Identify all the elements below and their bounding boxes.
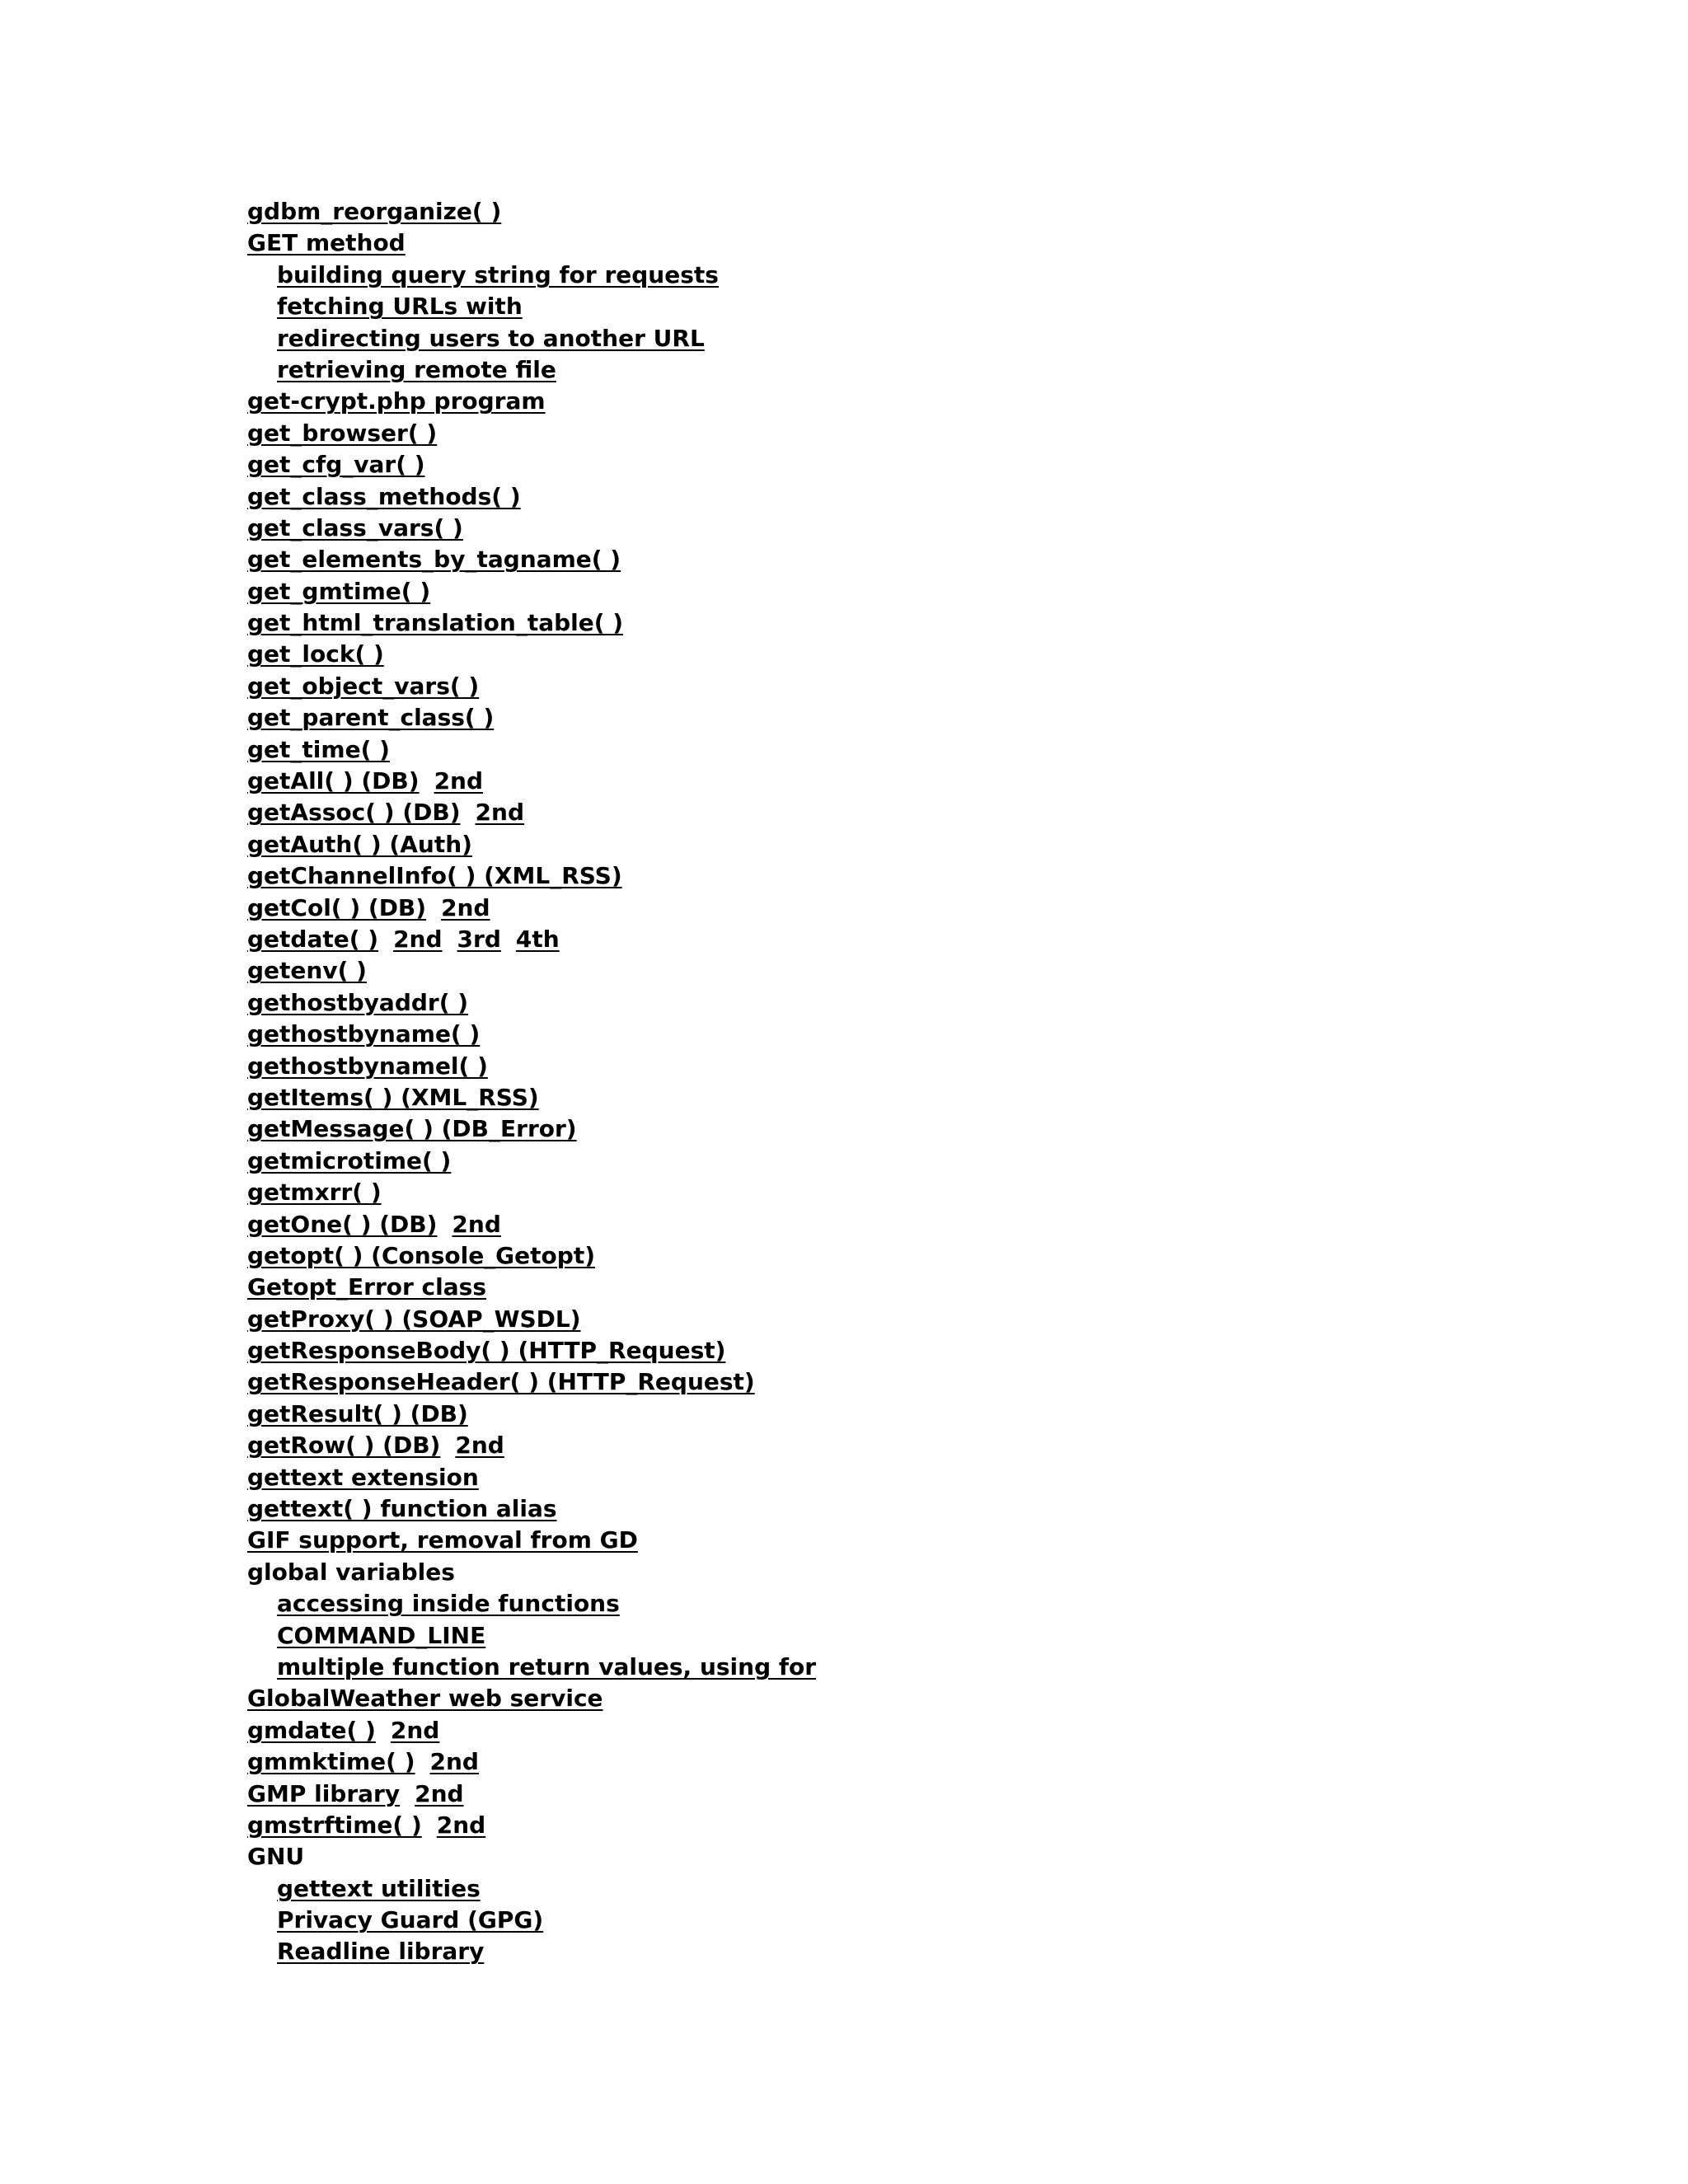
index-term-link[interactable]: get-crypt.php program: [247, 387, 546, 415]
index-subentry: [247, 1620, 816, 1652]
index-entry: [247, 797, 816, 828]
index-ref-link[interactable]: 2nd: [434, 767, 484, 795]
index-term-link[interactable]: getRow( ) (DB): [247, 1432, 441, 1460]
index-term-link[interactable]: accessing inside functions: [277, 1590, 620, 1618]
index-ref-link[interactable]: 2nd: [441, 893, 490, 921]
index-entry: [247, 1462, 816, 1493]
index-term-link[interactable]: getOne( ) (DB): [247, 1210, 438, 1238]
index-term-link[interactable]: get_browser( ): [247, 419, 438, 447]
index-ref-link[interactable]: 2nd: [393, 925, 443, 953]
index-entry: [247, 1841, 816, 1872]
index-entry: [247, 829, 816, 860]
index-ref-link[interactable]: 2nd: [415, 1779, 464, 1807]
index-entry: [247, 227, 816, 259]
index-entry: [247, 1113, 816, 1145]
index-term-link[interactable]: get_elements_by_tagname( ): [247, 546, 621, 574]
index-term-link[interactable]: gettext extension: [247, 1463, 479, 1491]
index-term-link[interactable]: getItems( ) (XML_RSS): [247, 1083, 539, 1111]
index-term-link[interactable]: gmstrftime( ): [247, 1811, 422, 1839]
index-term-link[interactable]: building query string for requests: [277, 260, 719, 288]
index-term-link[interactable]: getAll( ) (DB): [247, 767, 420, 795]
index-term-link[interactable]: gethostbynamel( ): [247, 1052, 488, 1080]
index-term-link[interactable]: get_lock( ): [247, 640, 384, 668]
index-term-link[interactable]: gettext( ) function alias: [247, 1495, 557, 1523]
index-entry: [247, 860, 816, 892]
index-entry: [247, 1715, 816, 1746]
index-term-link[interactable]: get_gmtime( ): [247, 577, 431, 605]
index-entry: [247, 386, 816, 417]
index-term-heading: global variables: [247, 1558, 455, 1586]
index-entry: [247, 418, 816, 449]
index-term-link[interactable]: gethostbyaddr( ): [247, 988, 469, 1016]
index-entry: [247, 639, 816, 670]
index-entry: [247, 1525, 816, 1556]
index-term-link[interactable]: COMMAND_LINE: [277, 1621, 486, 1649]
index-entry: [247, 544, 816, 575]
index-term-link[interactable]: get_time( ): [247, 735, 390, 763]
index-term-link[interactable]: fetching URLs with: [277, 293, 523, 321]
index-entry: [247, 513, 816, 544]
index-term-link[interactable]: getResponseBody( ) (HTTP_Request): [247, 1337, 726, 1365]
index-entry: [247, 1810, 816, 1841]
index-ref-link[interactable]: 3rd: [457, 925, 501, 953]
index-term-link[interactable]: get_parent_class( ): [247, 704, 495, 732]
index-term-link[interactable]: get_class_vars( ): [247, 513, 463, 541]
index-subentry: [247, 1936, 816, 1967]
index-subentry: [247, 1652, 816, 1683]
index-ref-link[interactable]: 2nd: [390, 1716, 440, 1744]
index-term-link[interactable]: get_cfg_var( ): [247, 451, 425, 479]
index-entry: [247, 893, 816, 924]
index-entry: [247, 1746, 816, 1778]
index-subentry: [247, 291, 816, 322]
index-ref-link[interactable]: 4th: [515, 925, 560, 953]
index-term-link[interactable]: GET method: [247, 229, 406, 257]
index-term-link[interactable]: multiple function return values, using for: [277, 1652, 817, 1680]
index-term-link[interactable]: retrieving remote file: [277, 355, 556, 383]
index-term-link[interactable]: get_class_methods( ): [247, 482, 521, 510]
index-term-link[interactable]: getdate( ): [247, 925, 379, 953]
index-entry: [247, 1493, 816, 1525]
index-term-link[interactable]: getmicrotime( ): [247, 1146, 452, 1174]
index-entry: [247, 481, 816, 513]
index-entry: [247, 702, 816, 733]
index-term-link[interactable]: gdbm_reorganize( ): [247, 198, 502, 225]
index-term-link[interactable]: GMP library: [247, 1779, 401, 1807]
index-entry: [247, 1209, 816, 1240]
index-term-link[interactable]: getChannelInfo( ) (XML_RSS): [247, 862, 622, 890]
index-entry: [247, 1240, 816, 1272]
index-term-link[interactable]: get_html_translation_table( ): [247, 609, 624, 637]
index-term-link[interactable]: Getopt_Error class: [247, 1273, 486, 1301]
index-entry: [247, 1177, 816, 1208]
index-subentry: [247, 1873, 816, 1905]
index-ref-link[interactable]: 2nd: [452, 1210, 501, 1238]
index-subentry: [247, 354, 816, 386]
index-entry: [247, 1557, 816, 1588]
index-entry: [247, 196, 816, 227]
index-entry: [247, 1335, 816, 1366]
index-ref-link[interactable]: 2nd: [429, 1748, 479, 1776]
index-term-link[interactable]: GlobalWeather web service: [247, 1685, 603, 1713]
index-term-link[interactable]: getProxy( ) (SOAP_WSDL): [247, 1305, 581, 1333]
index-term-link[interactable]: getenv( ): [247, 957, 367, 985]
index-ref-link[interactable]: 2nd: [436, 1811, 486, 1839]
index-entry: [247, 1304, 816, 1335]
index-term-link[interactable]: gmmktime( ): [247, 1748, 415, 1776]
index-term-link[interactable]: getCol( ) (DB): [247, 893, 427, 921]
index-term-link[interactable]: getmxrr( ): [247, 1179, 382, 1207]
index-list: [247, 196, 816, 1968]
index-entry: [247, 1779, 816, 1810]
index-entry: [247, 766, 816, 797]
index-entry: [247, 734, 816, 766]
index-entry: [247, 576, 816, 607]
index-term-link[interactable]: Readline library: [277, 1938, 485, 1966]
index-term-link[interactable]: getopt( ) (Console_Getopt): [247, 1241, 595, 1269]
index-entry: [247, 924, 816, 955]
index-ref-link[interactable]: 2nd: [455, 1432, 504, 1460]
index-term-link[interactable]: gethostbyname( ): [247, 1020, 481, 1048]
index-term-link[interactable]: redirecting users to another URL: [277, 324, 705, 352]
index-term-link[interactable]: get_object_vars( ): [247, 672, 480, 700]
index-term-link[interactable]: gmdate( ): [247, 1716, 376, 1744]
index-entry: [247, 1430, 816, 1461]
index-subentry: [247, 1588, 816, 1619]
index-entry: [247, 671, 816, 702]
index-entry: [247, 1146, 816, 1177]
index-subentry: [247, 323, 816, 354]
index-term-link[interactable]: Privacy Guard (GPG): [277, 1906, 544, 1934]
index-term-link[interactable]: gettext utilities: [277, 1874, 481, 1902]
index-subentry: [247, 1905, 816, 1936]
index-entry: [247, 1082, 816, 1113]
index-term-link[interactable]: getAuth( ) (Auth): [247, 830, 472, 858]
index-entry: [247, 1019, 816, 1050]
index-term-link[interactable]: getAssoc( ) (DB): [247, 799, 461, 827]
index-entry: [247, 607, 816, 639]
index-entry: [247, 1683, 816, 1714]
index-entry: [247, 449, 816, 480]
index-entry: [247, 1272, 816, 1303]
index-term-heading: GNU: [247, 1843, 305, 1871]
index-ref-link[interactable]: 2nd: [475, 799, 524, 827]
index-entry: [247, 1399, 816, 1430]
index-entry: [247, 1366, 816, 1398]
index-term-link[interactable]: getResult( ) (DB): [247, 1399, 468, 1427]
index-entry: [247, 987, 816, 1019]
index-entry: [247, 955, 816, 987]
index-term-link[interactable]: getResponseHeader( ) (HTTP_Request): [247, 1368, 755, 1396]
index-entry: [247, 1051, 816, 1082]
index-subentry: [247, 260, 816, 291]
index-term-link[interactable]: getMessage( ) (DB_Error): [247, 1115, 577, 1143]
index-term-link[interactable]: GIF support, removal from GD: [247, 1526, 638, 1554]
